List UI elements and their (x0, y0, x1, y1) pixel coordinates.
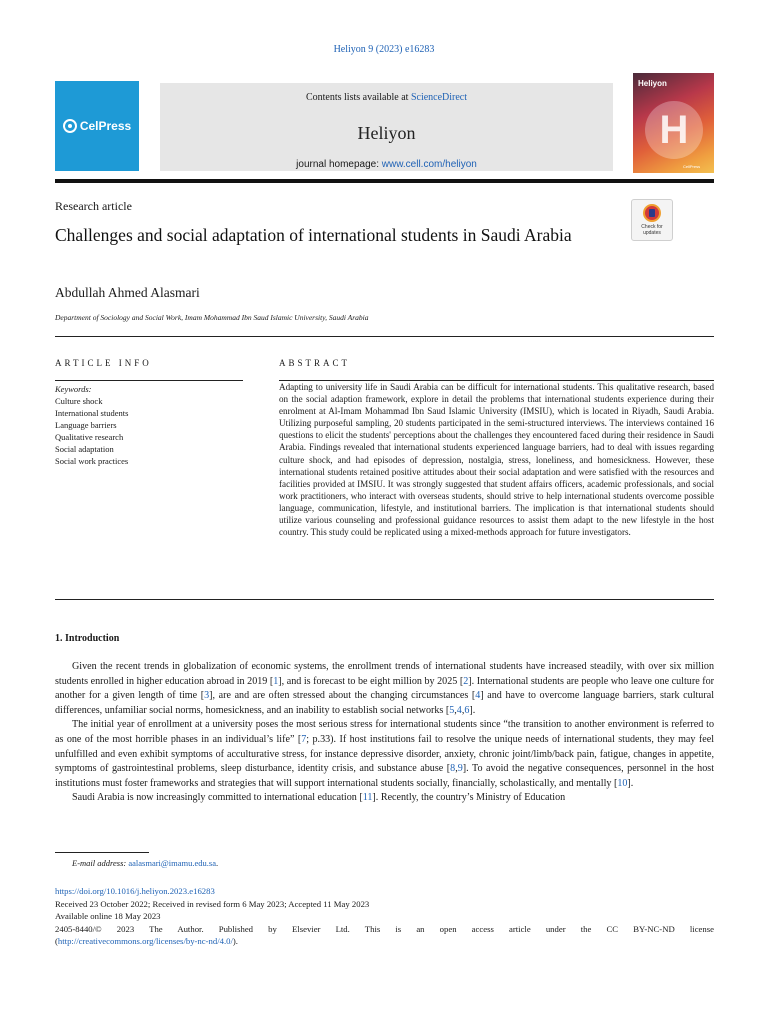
body-paragraph: The initial year of enrollment at a university poses the most serious stress for international students since “the transition to another environment is referred to as one of the most horrible phases in an individual’s life” [7; p.33). If host institutions fail to resolve the unique needs of international students, they may feel unfulfilled and even exhibit symptoms of acculturative stress, for instance depressive disorder, anxiety, chronic joint/limb/back pain, fatigue, changes in appetite, symptoms of gastrointestinal problems, sleep disturbance, identity crisis, and substance abuse [8,9]. To avoid the negative consequences, personnel in the host institutions must foster frameworks and strategies that will support international students socially, financially, scholastically, and mentally [10]. (55, 719, 714, 789)
journal-header (55, 73, 714, 175)
keyword-item: Social work practices (55, 456, 129, 466)
cover-emblem (645, 101, 703, 159)
keywords-block (55, 383, 245, 467)
reference-link[interactable]: 3 (204, 690, 210, 702)
cellpress-logo (63, 119, 131, 133)
body-paragraph (55, 791, 714, 806)
paragraph-text: ]. (627, 777, 634, 789)
author-name[interactable]: Abdullah Ahmed Alasmari (55, 285, 200, 300)
reference-link[interactable]: 9 (457, 763, 463, 775)
affiliation-rule (55, 336, 714, 337)
license-url-line (55, 935, 714, 948)
paragraph-text: Saudi Arabia is now increasingly committed to international education [ (72, 792, 363, 804)
keyword-item: International students (55, 408, 129, 418)
article-info-heading: ARTICLE INFO (55, 358, 152, 368)
keyword-item: Language barriers (55, 420, 117, 430)
contents-prefix: Contents lists available at (305, 92, 411, 103)
reference-link[interactable]: 4 (456, 704, 462, 716)
contents-line (160, 92, 613, 103)
introduction-body (55, 660, 714, 806)
cellpress-logo-box[interactable] (55, 81, 139, 171)
license-paren-open: ( (55, 936, 58, 946)
cellpress-logo-text: CelPress (79, 119, 132, 133)
paragraph-text: ], and is forecast to be eight million by 2025 [ (278, 675, 464, 687)
journal-cover[interactable] (633, 73, 714, 173)
sciencedirect-link[interactable]: ScienceDirect (410, 92, 468, 103)
paragraph-text: ]. To avoid the negative consequences, personnel in the host institutions must foster frameworks and strategies that will support international students socially, financially, scholastically, and mentally [ (55, 763, 714, 789)
received-dates: Received 23 October 2022; Received in revised form 6 May 2023; Accepted 11 May 2023 (55, 898, 370, 909)
reference-link[interactable]: 11 (362, 792, 373, 804)
article-metadata (55, 885, 714, 948)
license-paren-close: ). (232, 936, 238, 946)
paragraph-text: ], are and are often stressed about the changing circumstances [ (209, 690, 476, 702)
check-updates-icon (643, 204, 661, 222)
introduction-heading: 1. Introduction (55, 633, 120, 644)
paragraph-text: The initial year of enrollment at a university poses the most serious stress for international students since “the transition to another environment is referred to as one of the most horrible phases in an individual’s life” [ (55, 719, 714, 745)
paragraph-text: ]. International students are people who leave one culture for another for a given length of time [ (55, 675, 714, 702)
article-info-rule (55, 380, 243, 381)
homepage-line (160, 159, 613, 170)
keywords-label: Keywords: (55, 384, 92, 394)
reference-link[interactable]: 6 (464, 704, 470, 716)
reference-link[interactable]: 1 (273, 675, 279, 687)
paragraph-text: ]. (469, 704, 476, 716)
reference-link[interactable]: 8 (450, 763, 456, 775)
check-for-updates-button[interactable] (631, 199, 673, 241)
abstract-bottom-rule (55, 599, 714, 600)
body-paragraph: Given the recent trends in globalization of economic systems, the enrollment trends of international students have increased steadily, with over six million students enrolled in higher education abroad in 2019 [1], and is forecast to be eight million by 2025 [2]. International students are people who leave one culture for another for a given length of time [3], are and are often stressed about the changing circumstances [4] and have to overcome language barriers, stark cultural differences, unfamiliar social norms, homesickness, and an inability to establish social networks [5,4,6]. (55, 661, 714, 716)
check-updates-label: Check for updates (641, 224, 663, 236)
author-email-link[interactable]: aalasmari@imamu.edu.sa (128, 858, 216, 868)
reference-link[interactable]: 7 (301, 733, 307, 745)
footnote-end: . (215, 858, 219, 868)
keyword-item: Social adaptation (55, 444, 114, 454)
license-text: 2405-8440/© 2023 The Author. Published by Elsevier Ltd. This is an open access article under the CC BY-NC-ND license (55, 923, 714, 934)
license-link[interactable]: http://creativecommons.org/licenses/by-nc-nd/4.0/ (57, 936, 233, 946)
footnote (72, 858, 218, 868)
paragraph-text: Given the recent trends in globalization of economic systems, the enrollment trends of international students have increased steadily, with over six million students enrolled in higher education abroad in 2019 [ (55, 661, 714, 687)
author-affiliation: Department of Sociology and Social Work, Imam Mohammad Ibn Saud Islamic University, Saudi Arabia (55, 313, 369, 322)
paragraph-text: ] and have to overcome language barriers, stark cultural differences, unfamiliar social norms, homesickness, and an inability to establish social networks [ (55, 690, 714, 716)
abstract-text: Adapting to university life in Saudi Arabia can be difficult for international students. This qualitative research, based on the social adaption framework, explore in detail the problems that international students experience during their enrolment at Al-Imam Mohammad Ibn Saud Islamic University (IMSIU), which is located in Riyadh, Saudi Arabia. Utilizing purposeful sampling, 20 students participated in the semi-structured interviews. The interviews contained 16 questions to elicit the students' perceptions about the challenges they encountered faced during their residence in Saudi Arabia. Findings revealed that international students experienced language barriers, had to deal with issues regarding culture shock, and had episodes of depression, nostalgia, stress, loneliness, and homesickness. However, these international students retained positive attitudes about their social adaptation and were satisfied with the resources and facilities provided at IMSIU. It was strongly suggested that student affairs officers, academic professionals, and social work practitioners, who interact with overseas students, should strive to help international students overcome possible language, communication, lifestyle, and institutional barriers. The implication is that international students should utilize various counseling and professional guidance resources to assist them adapt to the new lifestyle in the host country. This study could be replicated using a mixed-methods approach for future investigators. (279, 382, 714, 538)
cover-letter: H (659, 108, 689, 152)
cellpress-mark-icon (63, 119, 77, 133)
doi-link[interactable]: https://doi.org/10.1016/j.heliyon.2023.e16283 (55, 886, 215, 896)
reference-link[interactable]: 4 (475, 690, 481, 702)
keyword-item: Culture shock (55, 396, 103, 406)
abstract-heading: ABSTRACT (279, 358, 351, 368)
header-rule (55, 179, 714, 183)
footnote-label: E-mail address: (72, 858, 127, 868)
reference-link[interactable]: 10 (617, 777, 628, 789)
footnote-rule (55, 852, 149, 853)
keyword-item: Qualitative research (55, 432, 124, 442)
cover-title: Heliyon (638, 79, 667, 88)
homepage-link[interactable]: www.cell.com/heliyon (381, 159, 477, 170)
paragraph-text: ; p.33). If host institutions fail to resolve the unique needs of international students, they may feel unfulfilled and even exhibit symptoms of acculturative stress, for instance depressive disorder, anxiety, chronic joint/limb/back pain, fatigue, changes in appetite, symptoms of gastrointestinal problems, sleep disturbance, identity crisis, and substance abuse [ (55, 733, 714, 775)
homepage-prefix: journal homepage: (296, 159, 382, 170)
article-type: Research article (55, 199, 132, 213)
cover-publisher: CellPress (683, 164, 701, 169)
article-title: Challenges and social adaptation of international students in Saudi Arabia (55, 225, 572, 245)
reference-link[interactable]: 2 (463, 675, 469, 687)
paragraph-text: ]. Recently, the country’s Ministry of Education (372, 792, 566, 804)
journal-citation[interactable]: Heliyon 9 (2023) e16283 (333, 44, 435, 55)
reference-link[interactable]: 5 (449, 704, 455, 716)
journal-name: Heliyon (357, 123, 416, 143)
available-online: Available online 18 May 2023 (55, 911, 161, 921)
journal-banner (160, 83, 613, 171)
